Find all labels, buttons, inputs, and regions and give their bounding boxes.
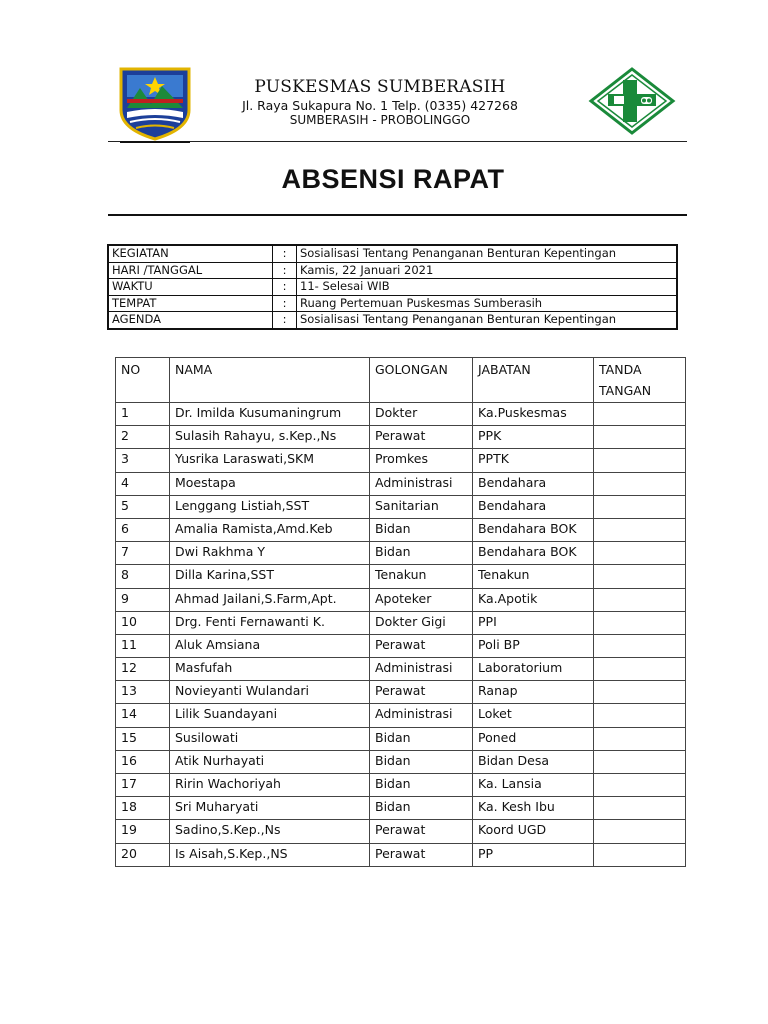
- cell-golongan: Bidan: [370, 518, 473, 541]
- title-divider: [108, 214, 687, 216]
- cell-signature: [594, 611, 686, 634]
- cell-golongan: Perawat: [370, 820, 473, 843]
- info-row: [108, 295, 677, 312]
- cell-no: 10: [116, 611, 170, 634]
- cell-no: 11: [116, 634, 170, 657]
- header-golongan: GOLONGAN: [370, 358, 473, 403]
- info-value: Sosialisasi Tentang Penanganan Benturan Kepentingan: [297, 245, 678, 262]
- cell-nama: Moestapa: [170, 472, 370, 495]
- cell-golongan: Perawat: [370, 426, 473, 449]
- table-row: [116, 611, 686, 634]
- meeting-info-table: [107, 244, 678, 330]
- cell-jabatan: PPI: [473, 611, 594, 634]
- cell-golongan: Bidan: [370, 797, 473, 820]
- cell-no: 12: [116, 658, 170, 681]
- cell-jabatan: PP: [473, 843, 594, 866]
- table-row: [116, 704, 686, 727]
- header-address: Jl. Raya Sukapura No. 1 Telp. (0335) 427268: [242, 98, 518, 113]
- cell-jabatan: Bendahara BOK: [473, 518, 594, 541]
- cell-golongan: Perawat: [370, 634, 473, 657]
- cell-no: 9: [116, 588, 170, 611]
- cell-nama: Yusrika Laraswati,SKM: [170, 449, 370, 472]
- header-tanda-tangan: [594, 358, 686, 403]
- table-row: [116, 449, 686, 472]
- cell-nama: Amalia Ramista,Amd.Keb: [170, 518, 370, 541]
- info-row: [108, 245, 677, 262]
- cell-golongan: Bidan: [370, 542, 473, 565]
- cell-signature: [594, 704, 686, 727]
- cell-jabatan: Poli BP: [473, 634, 594, 657]
- cell-golongan: Dokter Gigi: [370, 611, 473, 634]
- cell-no: 4: [116, 472, 170, 495]
- info-value: Sosialisasi Tentang Penanganan Benturan Kepentingan: [297, 312, 678, 329]
- cell-nama: Masfufah: [170, 658, 370, 681]
- cell-golongan: Bidan: [370, 750, 473, 773]
- cell-no: 13: [116, 681, 170, 704]
- cell-no: 20: [116, 843, 170, 866]
- cell-no: 1: [116, 403, 170, 426]
- cell-jabatan: Bendahara: [473, 472, 594, 495]
- header-city: SUMBERASIH - PROBOLINGGO: [289, 113, 471, 127]
- cell-nama: Sulasih Rahayu, s.Kep.,Ns: [170, 426, 370, 449]
- cell-no: 16: [116, 750, 170, 773]
- cell-jabatan: Ka. Lansia: [473, 774, 594, 797]
- header-jabatan: JABATAN: [473, 358, 594, 403]
- table-row: [116, 403, 686, 426]
- cell-no: 2: [116, 426, 170, 449]
- puskesmas-logo-icon: [588, 66, 676, 136]
- table-row: [116, 472, 686, 495]
- table-row: [116, 542, 686, 565]
- table-row: [116, 774, 686, 797]
- cell-golongan: Bidan: [370, 774, 473, 797]
- cell-signature: [594, 472, 686, 495]
- cell-signature: [594, 518, 686, 541]
- cell-signature: [594, 774, 686, 797]
- cell-nama: Dr. Imilda Kusumaningrum: [170, 403, 370, 426]
- info-value: 11- Selesai WIB: [297, 279, 678, 296]
- info-value: Kamis, 22 Januari 2021: [297, 262, 678, 279]
- header-divider: [108, 141, 687, 142]
- cell-jabatan: Poned: [473, 727, 594, 750]
- header-institution-name: PUSKESMAS SUMBERASIH: [254, 77, 506, 97]
- table-row: [116, 658, 686, 681]
- cell-signature: [594, 542, 686, 565]
- info-separator: :: [273, 245, 297, 262]
- document-title: ABSENSI RAPAT: [281, 164, 505, 194]
- cell-golongan: Tenakun: [370, 565, 473, 588]
- table-row: [116, 727, 686, 750]
- cell-golongan: Administrasi: [370, 658, 473, 681]
- cell-nama: Sri Muharyati: [170, 797, 370, 820]
- cell-nama: Sadino,S.Kep.,Ns: [170, 820, 370, 843]
- attendance-header-row: [116, 358, 686, 403]
- table-row: [116, 518, 686, 541]
- cell-jabatan: Bendahara: [473, 495, 594, 518]
- header-divider-accent: [120, 141, 190, 143]
- cell-golongan: Bidan: [370, 727, 473, 750]
- info-separator: :: [273, 295, 297, 312]
- cell-jabatan: Ranap: [473, 681, 594, 704]
- cell-no: 18: [116, 797, 170, 820]
- cell-signature: [594, 750, 686, 773]
- cell-signature: [594, 403, 686, 426]
- cell-no: 6: [116, 518, 170, 541]
- cell-no: 7: [116, 542, 170, 565]
- cell-golongan: Administrasi: [370, 704, 473, 727]
- table-row: [116, 843, 686, 866]
- cell-golongan: Promkes: [370, 449, 473, 472]
- info-row: [108, 279, 677, 296]
- cell-jabatan: Ka.Puskesmas: [473, 403, 594, 426]
- cell-signature: [594, 495, 686, 518]
- cell-no: 14: [116, 704, 170, 727]
- cell-nama: Lilik Suandayani: [170, 704, 370, 727]
- regency-emblem-icon: [118, 66, 192, 142]
- cell-jabatan: PPK: [473, 426, 594, 449]
- header-tanda: TANDA: [599, 362, 642, 377]
- info-separator: :: [273, 279, 297, 296]
- cell-no: 3: [116, 449, 170, 472]
- table-row: [116, 565, 686, 588]
- info-label: HARI /TANGGAL: [108, 262, 273, 279]
- cell-no: 19: [116, 820, 170, 843]
- cell-golongan: Perawat: [370, 681, 473, 704]
- cell-nama: Novieyanti Wulandari: [170, 681, 370, 704]
- cell-jabatan: Bidan Desa: [473, 750, 594, 773]
- table-row: [116, 750, 686, 773]
- cell-no: 17: [116, 774, 170, 797]
- cell-jabatan: Loket: [473, 704, 594, 727]
- header-nama: NAMA: [170, 358, 370, 403]
- table-row: [116, 426, 686, 449]
- cell-no: 8: [116, 565, 170, 588]
- cell-nama: Drg. Fenti Fernawanti K.: [170, 611, 370, 634]
- table-row: [116, 797, 686, 820]
- cell-nama: Atik Nurhayati: [170, 750, 370, 773]
- cell-nama: Ririn Wachoriyah: [170, 774, 370, 797]
- info-label: KEGIATAN: [108, 245, 273, 262]
- info-value: Ruang Pertemuan Puskesmas Sumberasih: [297, 295, 678, 312]
- info-row: [108, 262, 677, 279]
- cell-signature: [594, 565, 686, 588]
- cell-golongan: Dokter: [370, 403, 473, 426]
- info-separator: :: [273, 312, 297, 329]
- cell-signature: [594, 426, 686, 449]
- cell-signature: [594, 658, 686, 681]
- cell-nama: Susilowati: [170, 727, 370, 750]
- cell-signature: [594, 634, 686, 657]
- table-row: [116, 634, 686, 657]
- cell-signature: [594, 449, 686, 472]
- info-label: TEMPAT: [108, 295, 273, 312]
- info-label: AGENDA: [108, 312, 273, 329]
- table-row: [116, 681, 686, 704]
- cell-jabatan: Laboratorium: [473, 658, 594, 681]
- cell-nama: Lenggang Listiah,SST: [170, 495, 370, 518]
- cell-golongan: Sanitarian: [370, 495, 473, 518]
- header-tangan: TANGAN: [599, 383, 652, 398]
- info-separator: :: [273, 262, 297, 279]
- cell-nama: Is Aisah,S.Kep.,NS: [170, 843, 370, 866]
- cell-jabatan: Koord UGD: [473, 820, 594, 843]
- attendance-table: [115, 357, 686, 867]
- cell-signature: [594, 588, 686, 611]
- info-row: [108, 312, 677, 329]
- cell-jabatan: Ka. Kesh Ibu: [473, 797, 594, 820]
- cell-signature: [594, 843, 686, 866]
- info-label: WAKTU: [108, 279, 273, 296]
- cell-jabatan: Bendahara BOK: [473, 542, 594, 565]
- cell-jabatan: Ka.Apotik: [473, 588, 594, 611]
- cell-jabatan: PPTK: [473, 449, 594, 472]
- cell-signature: [594, 681, 686, 704]
- cell-jabatan: Tenakun: [473, 565, 594, 588]
- table-row: [116, 588, 686, 611]
- cell-signature: [594, 727, 686, 750]
- cell-golongan: Perawat: [370, 843, 473, 866]
- table-row: [116, 820, 686, 843]
- cell-nama: Aluk Amsiana: [170, 634, 370, 657]
- cell-golongan: Administrasi: [370, 472, 473, 495]
- cell-nama: Dwi Rakhma Y: [170, 542, 370, 565]
- cell-golongan: Apoteker: [370, 588, 473, 611]
- header-no: NO: [116, 358, 170, 403]
- cell-signature: [594, 797, 686, 820]
- cell-signature: [594, 820, 686, 843]
- cell-no: 5: [116, 495, 170, 518]
- cell-no: 15: [116, 727, 170, 750]
- cell-nama: Dilla Karina,SST: [170, 565, 370, 588]
- table-row: [116, 495, 686, 518]
- cell-nama: Ahmad Jailani,S.Farm,Apt.: [170, 588, 370, 611]
